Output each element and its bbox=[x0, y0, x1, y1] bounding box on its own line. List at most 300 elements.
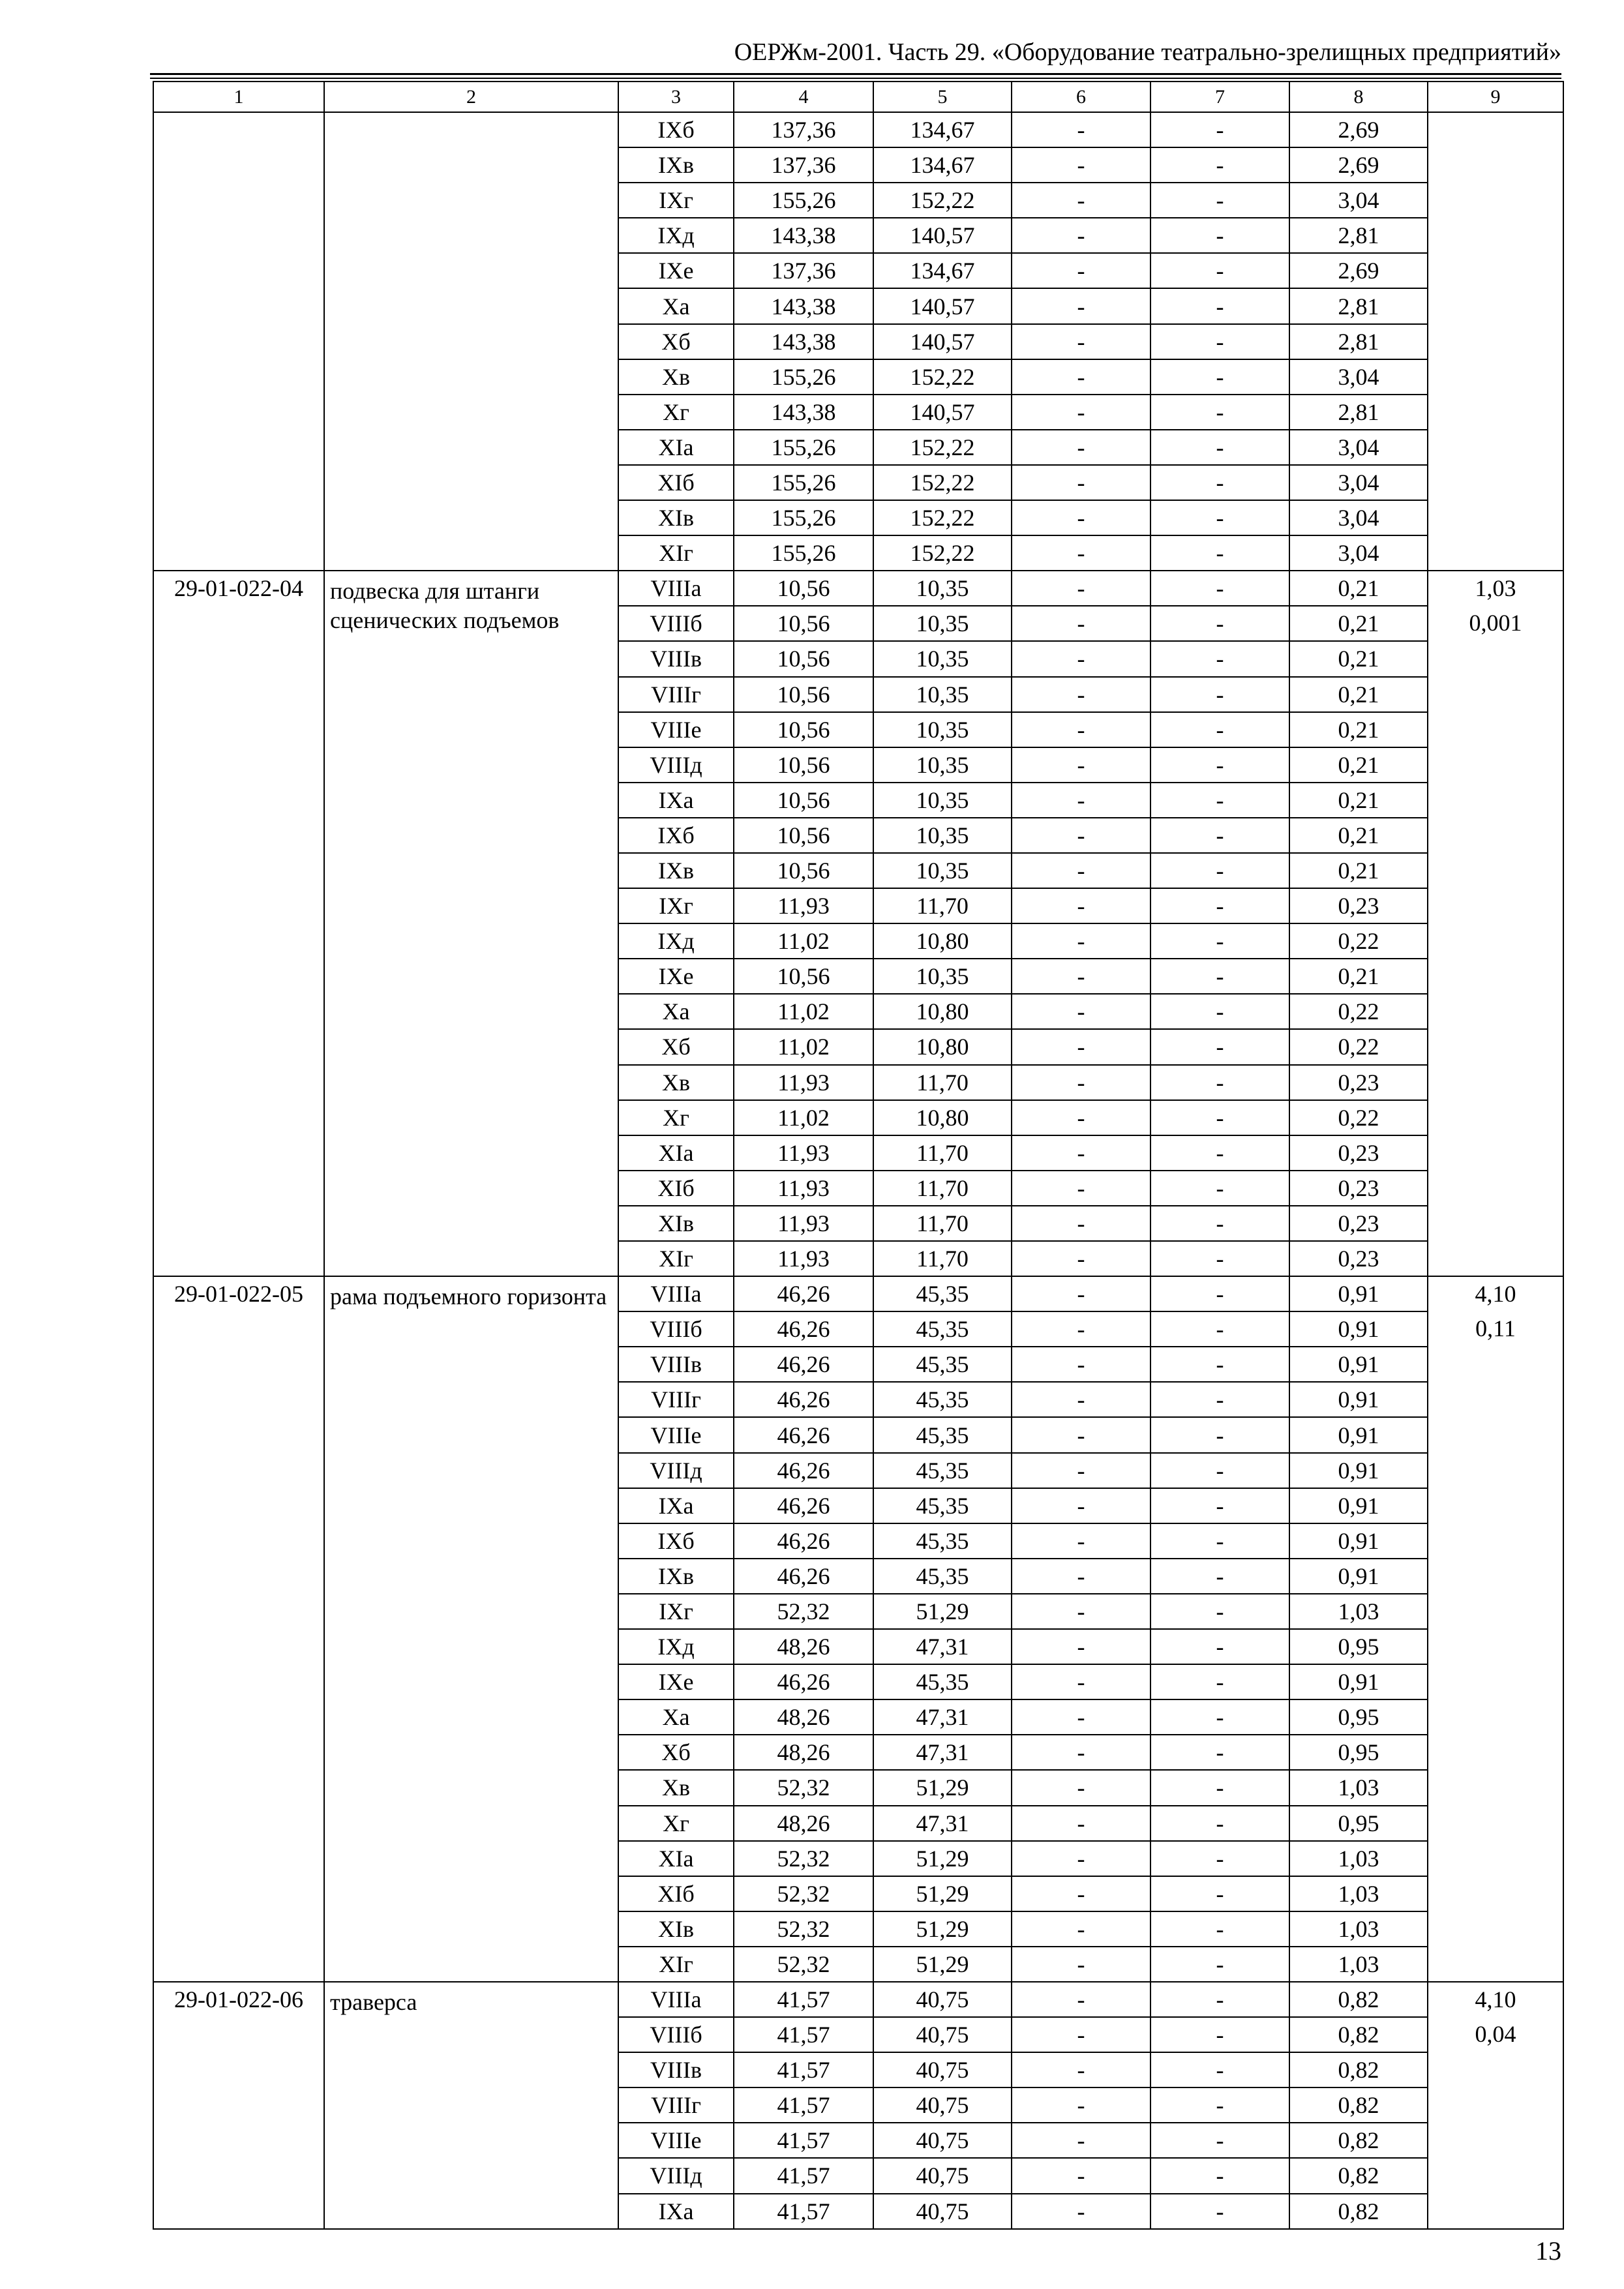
class-cell: IXа bbox=[618, 1488, 734, 1523]
machine-labor-cell: - bbox=[1150, 712, 1289, 747]
class-cell: VIIIг bbox=[618, 1382, 734, 1417]
labor-cost-cell: 40,75 bbox=[873, 2052, 1012, 2087]
machine-cost-cell: - bbox=[1012, 2017, 1150, 2052]
machine-labor-cell: - bbox=[1150, 1347, 1289, 1382]
class-cell: IXд bbox=[618, 218, 734, 253]
labor-cost-cell: 152,22 bbox=[873, 430, 1012, 465]
machine-cost-cell: - bbox=[1012, 218, 1150, 253]
total-cost-cell: 10,56 bbox=[734, 783, 873, 818]
materials-cost-cell: 1,03 bbox=[1289, 1911, 1428, 1947]
class-cell: XIа bbox=[618, 1135, 734, 1171]
materials-cost-cell: 0,82 bbox=[1289, 2052, 1428, 2087]
labor-cost-cell: 10,35 bbox=[873, 677, 1012, 712]
materials-cost-cell: 0,91 bbox=[1289, 1347, 1428, 1382]
materials-cost-cell: 0,91 bbox=[1289, 1559, 1428, 1594]
labor-cost-cell: 40,75 bbox=[873, 2158, 1012, 2193]
labor-cost-cell: 45,35 bbox=[873, 1488, 1012, 1523]
machine-labor-cell: - bbox=[1150, 1876, 1289, 1911]
class-cell: VIIIд bbox=[618, 747, 734, 783]
materials-cost-cell: 0,91 bbox=[1289, 1417, 1428, 1452]
machine-labor-cell: - bbox=[1150, 1311, 1289, 1347]
materials-cost-cell: 0,91 bbox=[1289, 1488, 1428, 1523]
machine-cost-cell: - bbox=[1012, 430, 1150, 465]
labor-cost-cell: 47,31 bbox=[873, 1629, 1012, 1664]
total-cost-cell: 10,56 bbox=[734, 606, 873, 641]
total-cost-cell: 155,26 bbox=[734, 535, 873, 571]
machine-labor-cell: - bbox=[1150, 1699, 1289, 1735]
machine-labor-cell: - bbox=[1150, 888, 1289, 923]
class-cell: Xг bbox=[618, 1100, 734, 1135]
machine-cost-cell: - bbox=[1012, 535, 1150, 571]
materials-cost-cell: 0,21 bbox=[1289, 571, 1428, 606]
class-cell: IXе bbox=[618, 253, 734, 288]
column-number: 9 bbox=[1428, 82, 1563, 112]
class-cell: IXб bbox=[618, 818, 734, 853]
machine-labor-cell: - bbox=[1150, 218, 1289, 253]
machine-labor-cell: - bbox=[1150, 500, 1289, 535]
labor-cost-cell: 51,29 bbox=[873, 1911, 1012, 1947]
total-cost-cell: 10,56 bbox=[734, 747, 873, 783]
machine-labor-cell: - bbox=[1150, 1523, 1289, 1559]
machine-cost-cell: - bbox=[1012, 1382, 1150, 1417]
materials-cost-cell: 0,91 bbox=[1289, 1311, 1428, 1347]
machine-labor-cell: - bbox=[1150, 1629, 1289, 1664]
resource-value: 0,11 bbox=[1475, 1315, 1516, 1342]
materials-cost-cell: 3,04 bbox=[1289, 359, 1428, 395]
table-row bbox=[153, 112, 1563, 147]
materials-cost-cell: 0,82 bbox=[1289, 2017, 1428, 2052]
machine-labor-cell: - bbox=[1150, 1417, 1289, 1452]
labor-cost-cell: 10,35 bbox=[873, 783, 1012, 818]
machine-labor-cell: - bbox=[1150, 1241, 1289, 1276]
machine-cost-cell: - bbox=[1012, 1206, 1150, 1241]
labor-cost-cell: 140,57 bbox=[873, 218, 1012, 253]
class-cell: XIв bbox=[618, 1911, 734, 1947]
labor-cost-cell: 51,29 bbox=[873, 1947, 1012, 1982]
total-cost-cell: 52,32 bbox=[734, 1876, 873, 1911]
total-cost-cell: 41,57 bbox=[734, 2052, 873, 2087]
class-cell: Xг bbox=[618, 395, 734, 430]
class-cell: VIIIв bbox=[618, 1347, 734, 1382]
machine-labor-cell: - bbox=[1150, 2087, 1289, 2123]
machine-cost-cell: - bbox=[1012, 1488, 1150, 1523]
header-rule-thin bbox=[150, 78, 1561, 79]
total-cost-cell: 11,93 bbox=[734, 1241, 873, 1276]
machine-cost-cell: - bbox=[1012, 395, 1150, 430]
machine-labor-cell: - bbox=[1150, 359, 1289, 395]
labor-cost-cell: 10,35 bbox=[873, 853, 1012, 888]
materials-cost-cell: 0,21 bbox=[1289, 747, 1428, 783]
machine-labor-cell: - bbox=[1150, 783, 1289, 818]
total-cost-cell: 52,32 bbox=[734, 1947, 873, 1982]
materials-cost-cell: 1,03 bbox=[1289, 1876, 1428, 1911]
total-cost-cell: 41,57 bbox=[734, 2087, 873, 2123]
machine-labor-cell: - bbox=[1150, 1029, 1289, 1064]
labor-cost-cell: 134,67 bbox=[873, 253, 1012, 288]
labor-cost-cell: 45,35 bbox=[873, 1453, 1012, 1488]
resource-value: 1,03 bbox=[1475, 575, 1516, 602]
class-cell: Xб bbox=[618, 1735, 734, 1770]
class-cell: XIб bbox=[618, 465, 734, 500]
labor-cost-cell: 45,35 bbox=[873, 1276, 1012, 1311]
class-cell: Xб bbox=[618, 324, 734, 359]
machine-cost-cell: - bbox=[1012, 324, 1150, 359]
class-cell: VIIIа bbox=[618, 1276, 734, 1311]
labor-cost-cell: 45,35 bbox=[873, 1417, 1012, 1452]
rates-table bbox=[153, 81, 1564, 2230]
page-number: 13 bbox=[1535, 2236, 1561, 2266]
machine-labor-cell: - bbox=[1150, 112, 1289, 147]
machine-labor-cell: - bbox=[1150, 1453, 1289, 1488]
class-cell: XIа bbox=[618, 430, 734, 465]
machine-cost-cell: - bbox=[1012, 1276, 1150, 1311]
machine-labor-cell: - bbox=[1150, 1171, 1289, 1206]
labor-cost-cell: 11,70 bbox=[873, 888, 1012, 923]
machine-cost-cell: - bbox=[1012, 2194, 1150, 2229]
materials-cost-cell: 0,91 bbox=[1289, 1382, 1428, 1417]
labor-cost-cell: 40,75 bbox=[873, 2017, 1012, 2052]
machine-cost-cell: - bbox=[1012, 183, 1150, 218]
total-cost-cell: 143,38 bbox=[734, 395, 873, 430]
machine-cost-cell: - bbox=[1012, 253, 1150, 288]
machine-cost-cell: - bbox=[1012, 1629, 1150, 1664]
machine-labor-cell: - bbox=[1150, 571, 1289, 606]
total-cost-cell: 46,26 bbox=[734, 1382, 873, 1417]
column-number: 4 bbox=[734, 82, 873, 112]
labor-cost-cell: 40,75 bbox=[873, 2123, 1012, 2158]
machine-labor-cell: - bbox=[1150, 1135, 1289, 1171]
labor-cost-cell: 51,29 bbox=[873, 1876, 1012, 1911]
column-number: 3 bbox=[618, 82, 734, 112]
table-row bbox=[153, 571, 1563, 606]
class-cell: Xа bbox=[618, 288, 734, 323]
labor-cost-cell: 11,70 bbox=[873, 1171, 1012, 1206]
total-cost-cell: 46,26 bbox=[734, 1664, 873, 1699]
materials-cost-cell: 0,95 bbox=[1289, 1806, 1428, 1841]
machine-labor-cell: - bbox=[1150, 395, 1289, 430]
machine-labor-cell: - bbox=[1150, 183, 1289, 218]
machine-cost-cell: - bbox=[1012, 2158, 1150, 2193]
machine-cost-cell: - bbox=[1012, 112, 1150, 147]
total-cost-cell: 52,32 bbox=[734, 1841, 873, 1876]
machine-labor-cell: - bbox=[1150, 1488, 1289, 1523]
class-cell: IXг bbox=[618, 1594, 734, 1629]
total-cost-cell: 10,56 bbox=[734, 571, 873, 606]
machine-cost-cell: - bbox=[1012, 571, 1150, 606]
class-cell: Xв bbox=[618, 1770, 734, 1805]
labor-cost-cell: 47,31 bbox=[873, 1806, 1012, 1841]
class-cell: Xв bbox=[618, 1065, 734, 1100]
table-row bbox=[153, 1982, 1563, 2017]
machine-cost-cell: - bbox=[1012, 606, 1150, 641]
labor-cost-cell: 11,70 bbox=[873, 1241, 1012, 1276]
resource-cell bbox=[1428, 1982, 1563, 2229]
machine-cost-cell: - bbox=[1012, 147, 1150, 183]
total-cost-cell: 52,32 bbox=[734, 1594, 873, 1629]
materials-cost-cell: 0,21 bbox=[1289, 959, 1428, 994]
labor-cost-cell: 45,35 bbox=[873, 1664, 1012, 1699]
rate-code: 29-01-022-04 bbox=[153, 571, 324, 1276]
rate-name: рама подъемного горизонта bbox=[324, 1276, 618, 1982]
class-cell: IXв bbox=[618, 1559, 734, 1594]
labor-cost-cell: 152,22 bbox=[873, 359, 1012, 395]
class-cell: IXа bbox=[618, 783, 734, 818]
machine-labor-cell: - bbox=[1150, 147, 1289, 183]
materials-cost-cell: 0,82 bbox=[1289, 2123, 1428, 2158]
total-cost-cell: 10,56 bbox=[734, 677, 873, 712]
rate-name: подвеска для штанги сценических подъемов bbox=[324, 571, 618, 1276]
labor-cost-cell: 152,22 bbox=[873, 500, 1012, 535]
materials-cost-cell: 0,21 bbox=[1289, 818, 1428, 853]
materials-cost-cell: 2,81 bbox=[1289, 324, 1428, 359]
materials-cost-cell: 2,81 bbox=[1289, 288, 1428, 323]
materials-cost-cell: 0,82 bbox=[1289, 2087, 1428, 2123]
materials-cost-cell: 0,91 bbox=[1289, 1523, 1428, 1559]
machine-cost-cell: - bbox=[1012, 1947, 1150, 1982]
resource-cell bbox=[1428, 571, 1563, 1276]
materials-cost-cell: 2,81 bbox=[1289, 395, 1428, 430]
class-cell: Xа bbox=[618, 994, 734, 1029]
total-cost-cell: 143,38 bbox=[734, 218, 873, 253]
total-cost-cell: 11,02 bbox=[734, 994, 873, 1029]
class-cell: VIIIв bbox=[618, 641, 734, 676]
machine-labor-cell: - bbox=[1150, 923, 1289, 959]
column-number: 6 bbox=[1012, 82, 1150, 112]
machine-cost-cell: - bbox=[1012, 818, 1150, 853]
labor-cost-cell: 51,29 bbox=[873, 1841, 1012, 1876]
class-cell: VIIIе bbox=[618, 2123, 734, 2158]
machine-labor-cell: - bbox=[1150, 677, 1289, 712]
column-number: 8 bbox=[1289, 82, 1428, 112]
machine-labor-cell: - bbox=[1150, 641, 1289, 676]
machine-labor-cell: - bbox=[1150, 853, 1289, 888]
class-cell: XIг bbox=[618, 1241, 734, 1276]
machine-cost-cell: - bbox=[1012, 1594, 1150, 1629]
resource-value: 0,001 bbox=[1469, 610, 1522, 636]
labor-cost-cell: 10,35 bbox=[873, 712, 1012, 747]
total-cost-cell: 10,56 bbox=[734, 959, 873, 994]
resource-cell bbox=[1428, 112, 1563, 571]
total-cost-cell: 46,26 bbox=[734, 1488, 873, 1523]
labor-cost-cell: 40,75 bbox=[873, 2194, 1012, 2229]
total-cost-cell: 46,26 bbox=[734, 1453, 873, 1488]
labor-cost-cell: 152,22 bbox=[873, 535, 1012, 571]
class-cell: IXд bbox=[618, 1629, 734, 1664]
machine-cost-cell: - bbox=[1012, 1735, 1150, 1770]
machine-labor-cell: - bbox=[1150, 747, 1289, 783]
total-cost-cell: 48,26 bbox=[734, 1735, 873, 1770]
machine-labor-cell: - bbox=[1150, 465, 1289, 500]
machine-cost-cell: - bbox=[1012, 1806, 1150, 1841]
materials-cost-cell: 3,04 bbox=[1289, 183, 1428, 218]
machine-labor-cell: - bbox=[1150, 1982, 1289, 2017]
total-cost-cell: 41,57 bbox=[734, 2017, 873, 2052]
machine-labor-cell: - bbox=[1150, 1735, 1289, 1770]
table-body bbox=[153, 82, 1563, 2229]
materials-cost-cell: 3,04 bbox=[1289, 535, 1428, 571]
materials-cost-cell: 0,82 bbox=[1289, 1982, 1428, 2017]
materials-cost-cell: 2,69 bbox=[1289, 253, 1428, 288]
total-cost-cell: 137,36 bbox=[734, 253, 873, 288]
machine-cost-cell: - bbox=[1012, 1559, 1150, 1594]
labor-cost-cell: 152,22 bbox=[873, 465, 1012, 500]
machine-cost-cell: - bbox=[1012, 1065, 1150, 1100]
labor-cost-cell: 10,35 bbox=[873, 747, 1012, 783]
machine-labor-cell: - bbox=[1150, 288, 1289, 323]
labor-cost-cell: 40,75 bbox=[873, 2087, 1012, 2123]
materials-cost-cell: 0,95 bbox=[1289, 1699, 1428, 1735]
materials-cost-cell: 2,69 bbox=[1289, 112, 1428, 147]
total-cost-cell: 46,26 bbox=[734, 1347, 873, 1382]
materials-cost-cell: 1,03 bbox=[1289, 1594, 1428, 1629]
materials-cost-cell: 0,95 bbox=[1289, 1735, 1428, 1770]
total-cost-cell: 10,56 bbox=[734, 641, 873, 676]
machine-labor-cell: - bbox=[1150, 818, 1289, 853]
class-cell: VIIIг bbox=[618, 2087, 734, 2123]
class-cell: XIб bbox=[618, 1876, 734, 1911]
machine-labor-cell: - bbox=[1150, 430, 1289, 465]
labor-cost-cell: 45,35 bbox=[873, 1347, 1012, 1382]
column-number: 1 bbox=[153, 82, 324, 112]
machine-labor-cell: - bbox=[1150, 324, 1289, 359]
machine-cost-cell: - bbox=[1012, 1699, 1150, 1735]
machine-cost-cell: - bbox=[1012, 1029, 1150, 1064]
machine-cost-cell: - bbox=[1012, 677, 1150, 712]
labor-cost-cell: 140,57 bbox=[873, 395, 1012, 430]
machine-cost-cell: - bbox=[1012, 1982, 1150, 2017]
class-cell: VIIIб bbox=[618, 606, 734, 641]
total-cost-cell: 52,32 bbox=[734, 1911, 873, 1947]
labor-cost-cell: 11,70 bbox=[873, 1065, 1012, 1100]
machine-labor-cell: - bbox=[1150, 2052, 1289, 2087]
machine-labor-cell: - bbox=[1150, 1841, 1289, 1876]
materials-cost-cell: 1,03 bbox=[1289, 1841, 1428, 1876]
materials-cost-cell: 3,04 bbox=[1289, 465, 1428, 500]
materials-cost-cell: 0,23 bbox=[1289, 1241, 1428, 1276]
column-number: 2 bbox=[324, 82, 618, 112]
machine-labor-cell: - bbox=[1150, 1065, 1289, 1100]
labor-cost-cell: 10,35 bbox=[873, 606, 1012, 641]
materials-cost-cell: 0,82 bbox=[1289, 2194, 1428, 2229]
class-cell: Xа bbox=[618, 1699, 734, 1735]
resource-cell bbox=[1428, 1276, 1563, 1982]
header-rule-thick bbox=[150, 73, 1561, 75]
name-cell bbox=[324, 112, 618, 571]
class-cell: VIIIд bbox=[618, 2158, 734, 2193]
machine-labor-cell: - bbox=[1150, 535, 1289, 571]
machine-cost-cell: - bbox=[1012, 1841, 1150, 1876]
materials-cost-cell: 0,23 bbox=[1289, 888, 1428, 923]
total-cost-cell: 48,26 bbox=[734, 1629, 873, 1664]
materials-cost-cell: 0,91 bbox=[1289, 1664, 1428, 1699]
class-cell: IXв bbox=[618, 853, 734, 888]
machine-labor-cell: - bbox=[1150, 959, 1289, 994]
machine-cost-cell: - bbox=[1012, 1241, 1150, 1276]
column-number: 5 bbox=[873, 82, 1012, 112]
machine-cost-cell: - bbox=[1012, 853, 1150, 888]
machine-cost-cell: - bbox=[1012, 2123, 1150, 2158]
class-cell: VIIIа bbox=[618, 571, 734, 606]
total-cost-cell: 52,32 bbox=[734, 1770, 873, 1805]
machine-labor-cell: - bbox=[1150, 253, 1289, 288]
machine-labor-cell: - bbox=[1150, 1770, 1289, 1805]
resource-value: 4,10 bbox=[1475, 1986, 1516, 2012]
machine-cost-cell: - bbox=[1012, 288, 1150, 323]
materials-cost-cell: 0,21 bbox=[1289, 712, 1428, 747]
class-cell: IXд bbox=[618, 923, 734, 959]
total-cost-cell: 11,93 bbox=[734, 1135, 873, 1171]
materials-cost-cell: 2,81 bbox=[1289, 218, 1428, 253]
machine-cost-cell: - bbox=[1012, 641, 1150, 676]
machine-cost-cell: - bbox=[1012, 747, 1150, 783]
class-cell: IXб bbox=[618, 112, 734, 147]
class-cell: XIа bbox=[618, 1841, 734, 1876]
total-cost-cell: 11,02 bbox=[734, 1029, 873, 1064]
machine-labor-cell: - bbox=[1150, 1806, 1289, 1841]
machine-cost-cell: - bbox=[1012, 888, 1150, 923]
materials-cost-cell: 0,22 bbox=[1289, 994, 1428, 1029]
total-cost-cell: 155,26 bbox=[734, 183, 873, 218]
class-cell: IXг bbox=[618, 888, 734, 923]
materials-cost-cell: 0,21 bbox=[1289, 783, 1428, 818]
class-cell: XIв bbox=[618, 1206, 734, 1241]
total-cost-cell: 155,26 bbox=[734, 430, 873, 465]
labor-cost-cell: 10,80 bbox=[873, 1100, 1012, 1135]
machine-labor-cell: - bbox=[1150, 2194, 1289, 2229]
machine-cost-cell: - bbox=[1012, 1664, 1150, 1699]
rate-name: траверса bbox=[324, 1982, 618, 2229]
labor-cost-cell: 10,35 bbox=[873, 571, 1012, 606]
machine-cost-cell: - bbox=[1012, 359, 1150, 395]
class-cell: Xб bbox=[618, 1029, 734, 1064]
machine-cost-cell: - bbox=[1012, 1876, 1150, 1911]
materials-cost-cell: 0,95 bbox=[1289, 1629, 1428, 1664]
materials-cost-cell: 0,91 bbox=[1289, 1453, 1428, 1488]
materials-cost-cell: 0,82 bbox=[1289, 2158, 1428, 2193]
class-cell: IXа bbox=[618, 2194, 734, 2229]
machine-cost-cell: - bbox=[1012, 1171, 1150, 1206]
class-cell: VIIIб bbox=[618, 2017, 734, 2052]
machine-labor-cell: - bbox=[1150, 994, 1289, 1029]
machine-cost-cell: - bbox=[1012, 1135, 1150, 1171]
labor-cost-cell: 10,35 bbox=[873, 959, 1012, 994]
labor-cost-cell: 140,57 bbox=[873, 288, 1012, 323]
materials-cost-cell: 0,22 bbox=[1289, 1100, 1428, 1135]
total-cost-cell: 11,93 bbox=[734, 1206, 873, 1241]
materials-cost-cell: 0,23 bbox=[1289, 1206, 1428, 1241]
machine-cost-cell: - bbox=[1012, 783, 1150, 818]
total-cost-cell: 155,26 bbox=[734, 500, 873, 535]
column-number: 7 bbox=[1150, 82, 1289, 112]
materials-cost-cell: 0,23 bbox=[1289, 1065, 1428, 1100]
class-cell: VIIIа bbox=[618, 1982, 734, 2017]
machine-labor-cell: - bbox=[1150, 1382, 1289, 1417]
materials-cost-cell: 2,69 bbox=[1289, 147, 1428, 183]
labor-cost-cell: 51,29 bbox=[873, 1594, 1012, 1629]
rate-code: 29-01-022-06 bbox=[153, 1982, 324, 2229]
resource-value: 0,04 bbox=[1475, 2020, 1516, 2047]
labor-cost-cell: 134,67 bbox=[873, 147, 1012, 183]
class-cell: IXе bbox=[618, 959, 734, 994]
class-cell: VIIIб bbox=[618, 1311, 734, 1347]
class-cell: XIг bbox=[618, 1947, 734, 1982]
class-cell: VIIIд bbox=[618, 1453, 734, 1488]
materials-cost-cell: 3,04 bbox=[1289, 500, 1428, 535]
labor-cost-cell: 45,35 bbox=[873, 1523, 1012, 1559]
class-cell: VIIIе bbox=[618, 1417, 734, 1452]
total-cost-cell: 143,38 bbox=[734, 324, 873, 359]
total-cost-cell: 137,36 bbox=[734, 147, 873, 183]
